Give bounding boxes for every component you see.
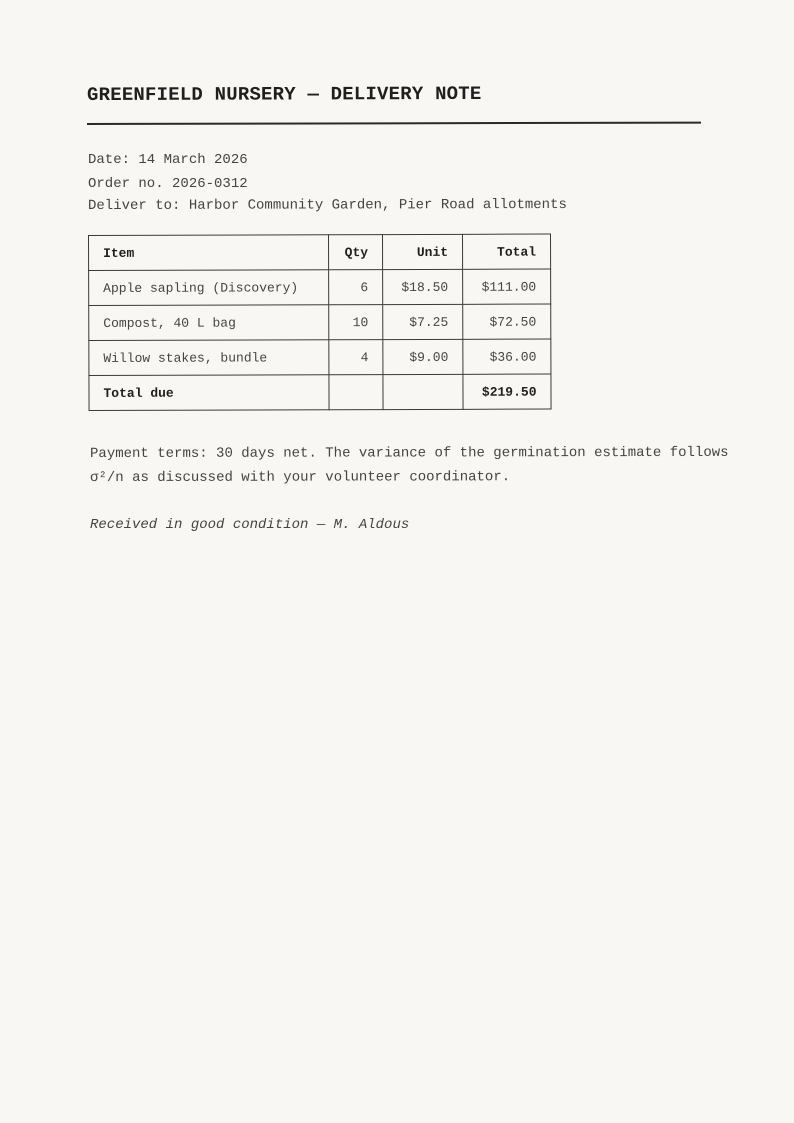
table-row [89, 269, 551, 305]
total-due-unit-empty [383, 374, 463, 409]
cell-qty: 10 [329, 305, 383, 340]
items-table [88, 234, 552, 411]
payment-terms: Payment terms: 30 days net. The variance of the germination estimate follows σ²/n as discussed with your volunteer coordinator. [90, 444, 729, 486]
header-item: Item [89, 235, 329, 271]
cell-item: Compost, 40 L bag [89, 305, 329, 341]
header-total: Total [462, 234, 550, 269]
table-row [89, 339, 551, 375]
received-signature-line: Received in good condition — M. Aldous [90, 517, 410, 533]
cell-qty: 4 [329, 340, 383, 375]
cell-total: $72.50 [463, 304, 551, 339]
header-qty: Qty [329, 235, 383, 270]
table-header-row [89, 234, 551, 270]
cell-total: $36.00 [463, 339, 551, 374]
total-due-qty-empty [329, 375, 383, 410]
cell-unit: $9.00 [383, 339, 463, 374]
cell-item: Willow stakes, bundle [89, 340, 329, 376]
total-due-amount: $219.50 [463, 374, 551, 409]
order-number-line: Order no. 2026-0312 [88, 176, 248, 192]
date-line: Date: 14 March 2026 [88, 152, 248, 168]
table-row [89, 304, 551, 340]
title-divider [87, 122, 701, 125]
deliver-to-line: Deliver to: Harbor Community Garden, Pier Road allotments [87, 196, 567, 214]
header-unit: Unit [383, 234, 463, 269]
cell-unit: $7.25 [383, 304, 463, 339]
items-table-container [88, 234, 552, 411]
total-due-label: Total due [89, 375, 329, 411]
cell-item: Apple sapling (Discovery) [89, 270, 329, 306]
cell-total: $111.00 [463, 269, 551, 304]
document-title: GREENFIELD NURSERY — DELIVERY NOTE [86, 82, 482, 106]
total-due-row [89, 374, 551, 410]
cell-unit: $18.50 [383, 269, 463, 304]
cell-qty: 6 [329, 270, 383, 305]
